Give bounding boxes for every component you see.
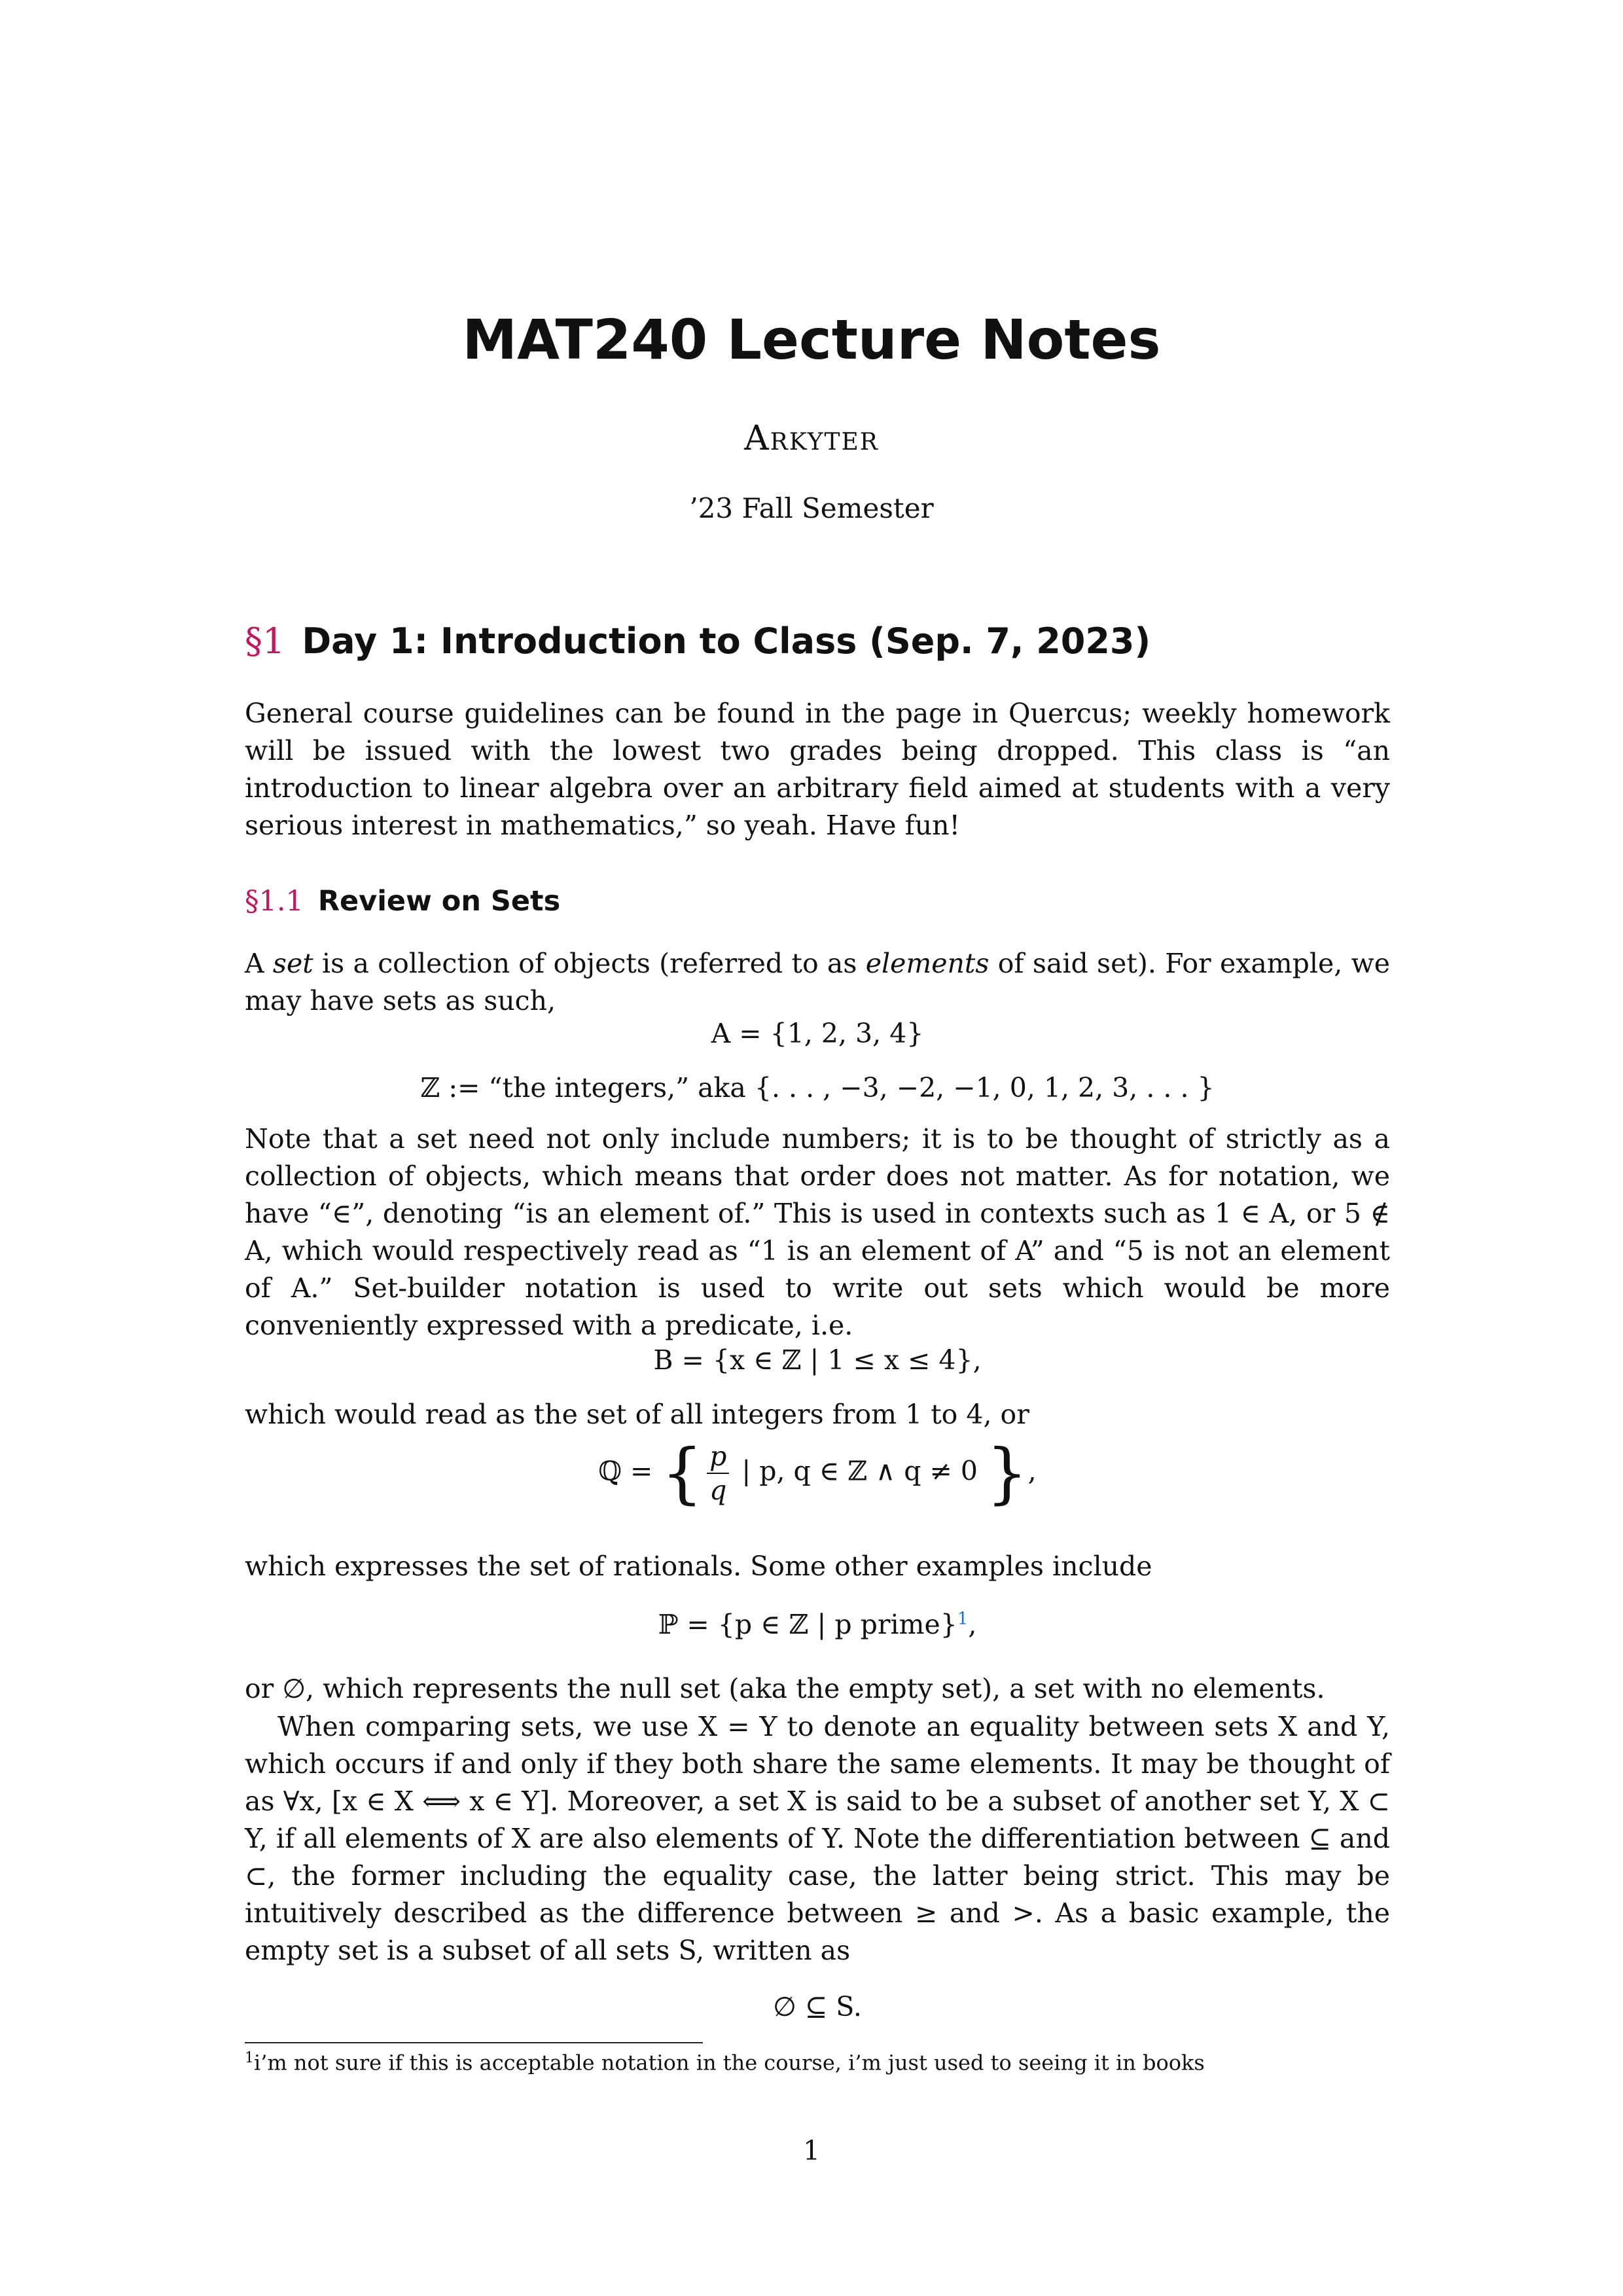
equation-integers: ℤ := “the integers,” aka {. . . , −3, −2, −1, 0, 1, 2, 3, . . . }	[420, 1072, 1215, 1103]
rationals-lhs: ℚ =	[598, 1455, 653, 1487]
document-title: MAT240 Lecture Notes	[462, 308, 1161, 372]
footnote-mark: 1	[245, 2050, 254, 2066]
footnote	[245, 2050, 1390, 2075]
intro-paragraph: General course guidelines can be found in the page in Quercus; weekly homework will be issued with the lowest two grades being dropped. This class is “an introduction to linear algebra over an arbitrary field aimed at students with a very serious interest in mathematics,” so yeah. Have fun!	[245, 698, 1390, 841]
fraction	[707, 1440, 729, 1507]
rationals-condition: | p, q ∈ ℤ ∧ q ≠ 0	[741, 1455, 978, 1487]
equation-set-B: B = {x ∈ ℤ | 1 ≤ x ≤ 4},	[653, 1344, 982, 1376]
equation-rationals: ℚ = { $\frac{p}{q}$ | p, q ∈ ℤ ∧ q ≠ 0 },	[598, 1435, 1037, 1511]
paragraph-notation: Note that a set need not only include numbers; it is to be thought of strictly as a collection of objects, which means that order does not matter. As for notation, we have “∈”, denoting “is an element of.” This is used in contexts such as 1 ∈ A, or 5 ∉ A, which would respectively read as “1 is an element of A” and “5 is not an element of A.” Set-builder notation is used to write out sets which would be more conveniently expressed with a predicate, i.e.	[245, 1123, 1390, 1341]
right-brace: }	[986, 1435, 1028, 1511]
subsection-title: Review on Sets	[317, 885, 561, 918]
subsection-number: §1.1	[245, 885, 304, 918]
text-run: of said set). For example, we may have sets as such,	[245, 948, 1390, 1016]
equation-set-A: A = {1, 2, 3, 4}	[711, 1018, 924, 1049]
paragraph-set-definition	[245, 945, 1390, 1020]
fraction-numerator: p	[707, 1440, 729, 1474]
text-run: A	[245, 948, 273, 979]
section-heading	[245, 620, 1150, 662]
fraction-denominator: q	[709, 1475, 727, 1506]
author-name: Arkyter	[744, 419, 879, 458]
primes-set: ℙ = {p ∈ ℤ | p prime}	[658, 1609, 957, 1640]
term-elements: elements	[865, 948, 990, 979]
page-number: 1	[802, 2135, 821, 2166]
equation-empty-subset: ∅ ⊆ S.	[773, 1991, 862, 2022]
paragraph-integers-range: which would read as the set of all integers from 1 to 4, or	[245, 1399, 1029, 1430]
equation-primes: ℙ = {p ∈ ℤ | p prime}$^1$,	[658, 1609, 977, 1640]
subsection-heading	[245, 885, 560, 918]
footnote-reference[interactable]: 1	[957, 1609, 969, 1629]
text-run: is a collection of objects (referred to as	[313, 948, 866, 979]
term-set: set	[272, 948, 313, 979]
semester-date: ’23 Fall Semester	[689, 492, 934, 524]
paragraph-subsets: When comparing sets, we use X = Y to denote an equality between sets X and Y, which occurs if and only if they both share the same elements. It may be thought of as ∀x, [x ∈ X ⟺ x ∈ Y]. Moreover, a set X is said to be a subset of another set Y, X ⊂ Y, if all elements of X are also elements of Y. Note the differentiation between ⊆ and ⊂, the former including the equality case, the latter being strict. This may be intuitively described as the difference between ≥ and >. As a basic example, the empty set is a subset of all sets S, written as	[245, 1711, 1390, 1966]
section-number: §1	[245, 620, 285, 662]
left-brace: {	[661, 1435, 704, 1511]
paragraph-empty-set: or ∅, which represents the null set (aka the empty set), a set with no elements.	[245, 1673, 1325, 1704]
paragraph-rationals: which expresses the set of rationals. Some other examples include	[245, 1551, 1152, 1582]
footnote-text: i’m not sure if this is acceptable notation in the course, i’m just used to seeing it in books	[254, 2050, 1205, 2075]
section-title: Day 1: Introduction to Class (Sep. 7, 2023)	[302, 620, 1151, 662]
footnote-divider	[245, 2042, 703, 2043]
